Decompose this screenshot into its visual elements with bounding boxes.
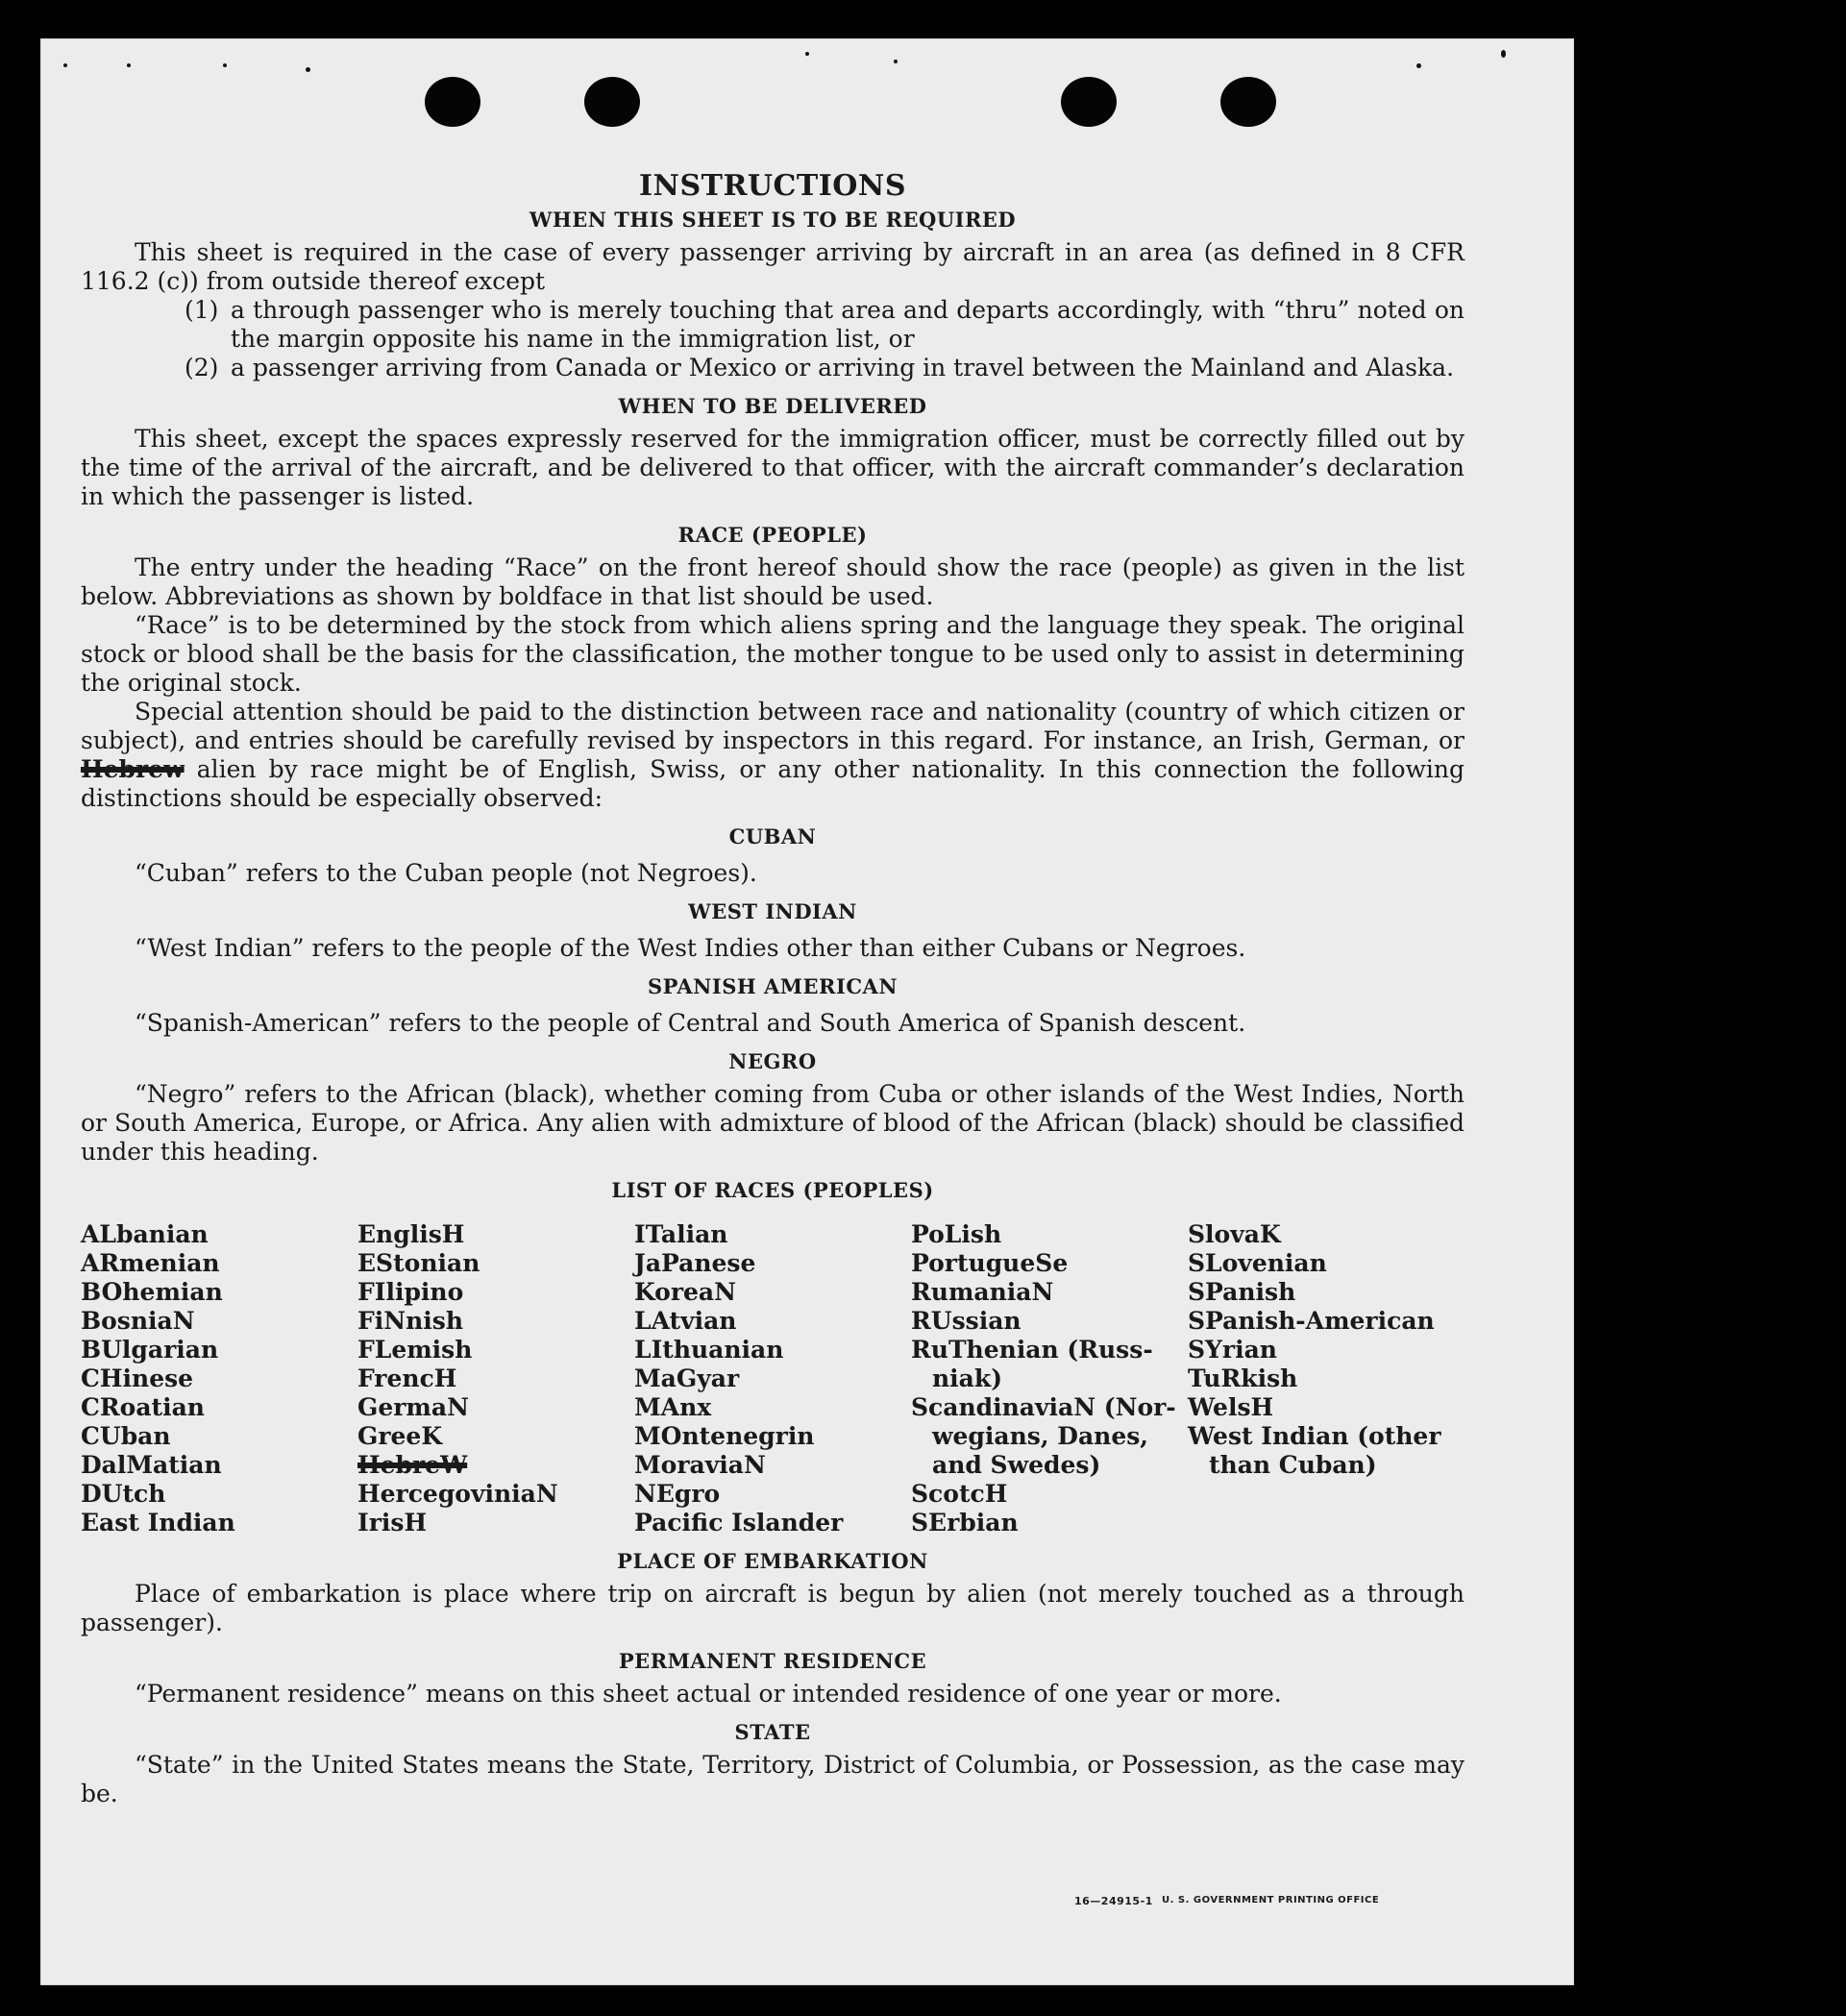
instructions-body bbox=[81, 169, 1464, 1808]
punch-hole bbox=[1220, 77, 1276, 127]
paragraph: “Negro” refers to the African (black), whether coming from Cuba or other islands of the West Indies, North or South America, Europe, or Africa. Any alien with admixture of blood of the African (black) should be classified under this heading. bbox=[81, 1080, 1464, 1166]
race-entry: ALbanian bbox=[81, 1220, 209, 1248]
paragraph: “Permanent residence” means on this sheet actual or intended residence of one year or more. bbox=[135, 1680, 1282, 1708]
race-entry: niak) bbox=[932, 1364, 1003, 1392]
race-entry: and Swedes) bbox=[932, 1451, 1101, 1479]
race-entry: NEgro bbox=[634, 1480, 721, 1508]
punch-hole bbox=[584, 77, 640, 127]
race-entry: IrisH bbox=[357, 1509, 428, 1537]
section-heading: NEGRO bbox=[728, 1049, 817, 1073]
race-entry: than Cuban) bbox=[1209, 1451, 1377, 1479]
section-heading: CUBAN bbox=[728, 824, 817, 848]
race-column bbox=[357, 1220, 634, 1537]
race-column bbox=[1188, 1220, 1464, 1537]
section-heading: RACE (PEOPLE) bbox=[677, 523, 868, 547]
race-entry: BosniaN bbox=[81, 1307, 195, 1335]
race-entry: BUlgarian bbox=[81, 1336, 219, 1364]
race-entry: MOntenegrin bbox=[634, 1422, 815, 1450]
race-entry: West Indian (other bbox=[1188, 1422, 1441, 1450]
race-entry: MoraviaN bbox=[634, 1451, 766, 1479]
race-entry: MaGyar bbox=[634, 1364, 740, 1392]
paragraph: Special attention should be paid to the distinction between race and nationality (country of which citizen or subject), and entries should be carefully revised by inspectors in this regard. For instance, an Irish, German, or Hebrew alien by race might be of English, Swiss, or any other nationality. In this connection the following distinctions should be especially observed: bbox=[81, 698, 1464, 812]
race-entry: RuThenian (Russ- bbox=[911, 1336, 1153, 1364]
page-title: INSTRUCTIONS bbox=[639, 169, 906, 203]
race-entry: LAtvian bbox=[634, 1307, 737, 1335]
race-entry: SLovenian bbox=[1188, 1249, 1327, 1277]
race-entry: Pacific Islander bbox=[634, 1509, 844, 1537]
race-entry: DUtch bbox=[81, 1480, 166, 1508]
race-entry: SPanish-American bbox=[1188, 1307, 1435, 1335]
race-entry: ScotcH bbox=[911, 1480, 1008, 1508]
race-entry: BOhemian bbox=[81, 1278, 223, 1306]
race-entry: PortugueSe bbox=[911, 1249, 1069, 1277]
list-item: (2) a passenger arriving from Canada or Mexico or arriving in travel between the Mainland and Alaska. bbox=[185, 354, 1455, 381]
race-entry: GreeK bbox=[357, 1422, 443, 1450]
paragraph: “State” in the United States means the State, Territory, District of Columbia, or Possession, as the case may be. bbox=[81, 1751, 1464, 1807]
race-list bbox=[81, 1220, 1464, 1537]
race-entry: LIthuanian bbox=[634, 1336, 784, 1364]
race-entry: SYrian bbox=[1188, 1336, 1277, 1364]
section-heading: WHEN TO BE DELIVERED bbox=[618, 394, 927, 418]
race-entry: RumaniaN bbox=[911, 1278, 1054, 1306]
printer-imprint: U. S. GOVERNMENT PRINTING OFFICE bbox=[1162, 1895, 1380, 1905]
paragraph: “Cuban” refers to the Cuban people (not Negroes). bbox=[135, 859, 757, 887]
race-entry: MAnx bbox=[634, 1393, 712, 1421]
race-entry: SlovaK bbox=[1188, 1220, 1281, 1248]
race-entry: CRoatian bbox=[81, 1393, 205, 1421]
race-entry: PoLish bbox=[911, 1220, 1002, 1248]
section-heading: STATE bbox=[734, 1720, 811, 1744]
section-heading: WHEN THIS SHEET IS TO BE REQUIRED bbox=[529, 208, 1017, 232]
race-entry: WelsH bbox=[1188, 1393, 1274, 1421]
punch-hole bbox=[1061, 77, 1117, 127]
race-entry: FrencH bbox=[357, 1364, 457, 1392]
race-entry: TuRkish bbox=[1188, 1364, 1298, 1392]
race-entry: EnglisH bbox=[357, 1220, 465, 1248]
section-heading: WEST INDIAN bbox=[688, 899, 857, 923]
race-entry: HebreW bbox=[357, 1451, 468, 1479]
race-entry: DalMatian bbox=[81, 1451, 222, 1479]
race-entry: GermaN bbox=[357, 1393, 469, 1421]
punch-hole bbox=[425, 77, 480, 127]
paragraph: “West Indian” refers to the people of the West Indies other than either Cubans or Negroes. bbox=[135, 934, 1246, 962]
section-heading: PERMANENT RESIDENCE bbox=[618, 1649, 927, 1673]
paragraph: The entry under the heading “Race” on the front hereof should show the race (people) as given in the list below. Abbreviations as shown by boldface in that list should be used. bbox=[81, 553, 1464, 610]
section-heading: SPANISH AMERICAN bbox=[647, 974, 898, 998]
paragraph: This sheet, except the spaces expressly reserved for the immigration officer, must be correctly filled out by the time of the arrival of the aircraft, and be delivered to that officer, with the aircraft commander’s declaration in which the passenger is listed. bbox=[81, 425, 1464, 510]
race-entry: SErbian bbox=[911, 1509, 1019, 1537]
paragraph: Place of embarkation is place where trip on aircraft is begun by alien (not merely touched as a through passenger). bbox=[81, 1580, 1464, 1636]
paragraph: This sheet is required in the case of every passenger arriving by aircraft in an area (as defined in 8 CFR 116.2 (c)) from outside thereof except bbox=[81, 238, 1464, 295]
paragraph: “Race” is to be determined by the stock from which aliens spring and the language they speak. The original stock or blood shall be the basis for the classification, the mother tongue to be used only to assist in determining the original stock. bbox=[81, 611, 1464, 697]
race-entry: EStonian bbox=[357, 1249, 480, 1277]
race-entry: JaPanese bbox=[634, 1249, 756, 1277]
race-entry: FLemish bbox=[357, 1336, 473, 1364]
section-heading: LIST OF RACES (PEOPLES) bbox=[611, 1178, 934, 1202]
race-entry: FIlipino bbox=[357, 1278, 464, 1306]
race-entry: ITalian bbox=[634, 1220, 728, 1248]
race-entry: RUssian bbox=[911, 1307, 1021, 1335]
form-code: 16—24915-1 bbox=[1074, 1895, 1153, 1907]
race-entry: ScandinaviaN (Nor- bbox=[911, 1393, 1176, 1421]
race-column bbox=[911, 1220, 1188, 1537]
race-entry: FiNnish bbox=[357, 1307, 464, 1335]
document-page bbox=[40, 38, 1574, 1985]
section-heading: PLACE OF EMBARKATION bbox=[617, 1549, 928, 1573]
race-entry: ARmenian bbox=[81, 1249, 220, 1277]
race-column bbox=[634, 1220, 911, 1537]
race-entry: East Indian bbox=[81, 1509, 235, 1537]
race-entry: CUban bbox=[81, 1422, 171, 1450]
list-item: (1) a through passenger who is merely touching that area and departs accordingly, with “thru” noted on the margin opposite his name in the immigration list, or bbox=[185, 296, 1464, 353]
race-entry: KoreaN bbox=[634, 1278, 736, 1306]
paragraph: “Spanish-American” refers to the people of Central and South America of Spanish descent. bbox=[135, 1009, 1246, 1037]
race-entry: SPanish bbox=[1188, 1278, 1296, 1306]
struck-word: Hebrew bbox=[81, 755, 185, 783]
race-entry: CHinese bbox=[81, 1364, 194, 1392]
race-entry: wegians, Danes, bbox=[932, 1422, 1148, 1450]
race-entry: HercegoviniaN bbox=[357, 1480, 558, 1508]
race-column bbox=[81, 1220, 357, 1537]
exception-list bbox=[185, 296, 1464, 382]
